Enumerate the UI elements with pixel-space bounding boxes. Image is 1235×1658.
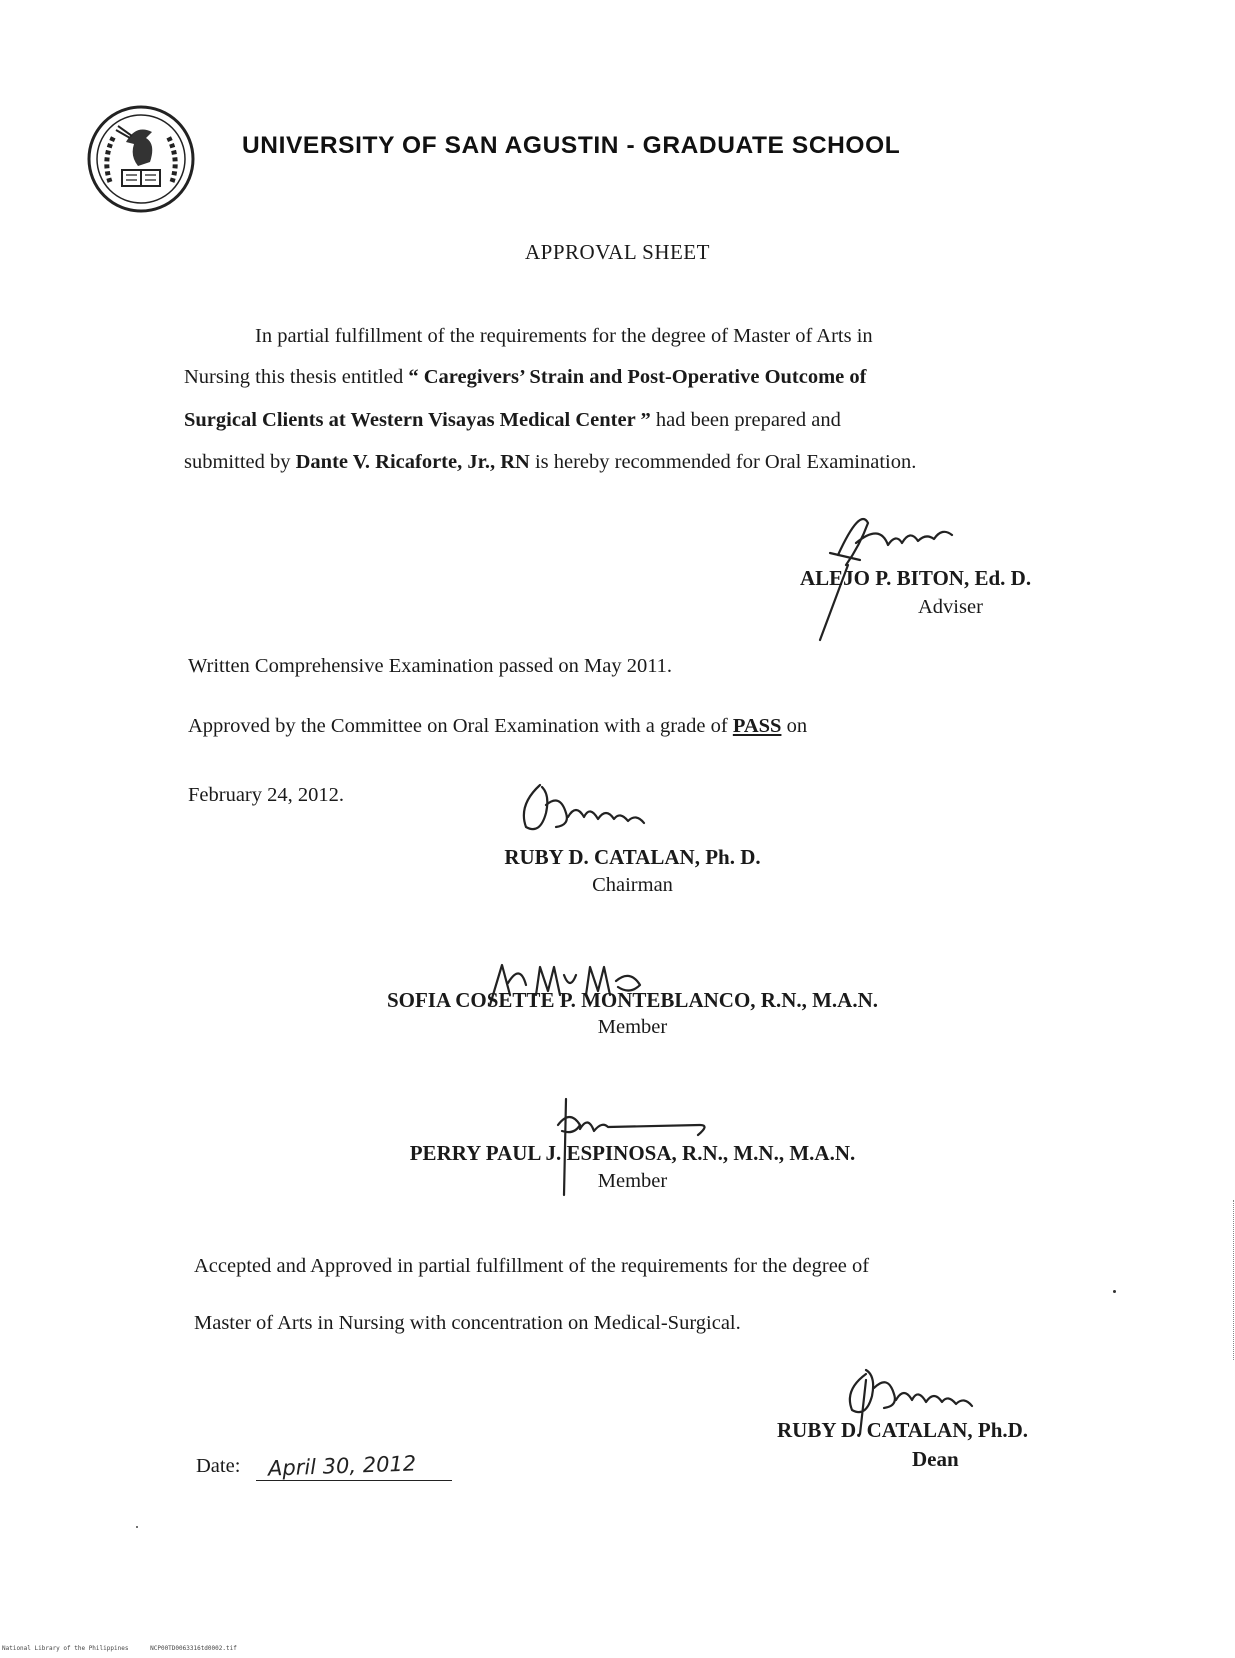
chairman-name: RUBY D. CATALAN, Ph. D. — [504, 845, 761, 869]
document-title: APPROVAL SHEET — [525, 240, 710, 264]
adviser-role: Adviser — [918, 596, 983, 618]
oral-exam-grade: PASS — [732, 715, 782, 737]
intro-line-2-text: Nursing this thesis entitled — [184, 366, 409, 388]
scan-speck — [1113, 1290, 1116, 1293]
thesis-title-part-2: Surgical Clients at Western Visayas Medical Center ” — [184, 409, 651, 431]
university-seal-icon — [86, 104, 196, 214]
scan-footer — [2, 1645, 237, 1652]
acceptance-line-2: Master of Arts in Nursing with concentration on Medical-Surgical. — [194, 1312, 741, 1334]
oral-exam-statement — [188, 715, 807, 738]
candidate-name: Dante V. Ricaforte, Jr., RN — [295, 451, 530, 473]
thesis-title-part-1: “ Caregivers’ Strain and Post-Operative Outcome of — [408, 366, 867, 388]
oral-exam-date: February 24, 2012. — [188, 784, 345, 806]
acceptance-line-1: Accepted and Approved in partial fulfillment of the requirements for the degree of — [194, 1255, 870, 1277]
scan-edge-mark — [1230, 1200, 1234, 1360]
member-1-name: SOFIA COSETTE P. MONTEBLANCO, R.N., M.A.N. — [386, 988, 879, 1012]
member-2-role: Member — [597, 1170, 668, 1192]
date-label: Date: — [196, 1455, 241, 1477]
intro-line-4 — [184, 451, 916, 474]
intro-line-4-post: is hereby recommended for Oral Examination. — [529, 451, 917, 473]
chairman-signature — [510, 775, 680, 845]
written-exam-statement: Written Comprehensive Examination passed on May 2011. — [188, 655, 673, 677]
intro-line-1: In partial fulfillment of the requirements for the degree of Master of Arts in — [255, 325, 873, 347]
dean-role: Dean — [912, 1447, 959, 1471]
footer-code: NCP00TD0063316td0002.tif — [150, 1645, 237, 1652]
date-value: April 30, 2012 — [267, 1451, 417, 1481]
scan-speck — [136, 1526, 138, 1528]
oral-exam-post: on — [781, 715, 808, 737]
intro-line-3-text: had been prepared and — [650, 409, 841, 431]
adviser-name: ALEJO P. BITON, Ed. D. — [800, 566, 1032, 590]
intro-line-4-pre: submitted by — [184, 451, 296, 473]
institution-header: UNIVERSITY OF SAN AGUSTIN - GRADUATE SCHOOL — [242, 132, 901, 159]
oral-exam-pre: Approved by the Committee on Oral Examination with a grade of — [188, 715, 733, 737]
member-2-name: PERRY PAUL J. ESPINOSA, R.N., M.N., M.A.N. — [409, 1141, 856, 1165]
footer-library: National Library of the Philippines — [2, 1645, 129, 1652]
date-field — [256, 1448, 452, 1481]
dean-name: RUBY D. CATALAN, Ph.D. — [777, 1418, 1029, 1442]
member-1-role: Member — [597, 1016, 668, 1038]
intro-line-3 — [184, 409, 841, 432]
chairman-role: Chairman — [592, 874, 673, 896]
intro-line-2 — [184, 366, 867, 389]
